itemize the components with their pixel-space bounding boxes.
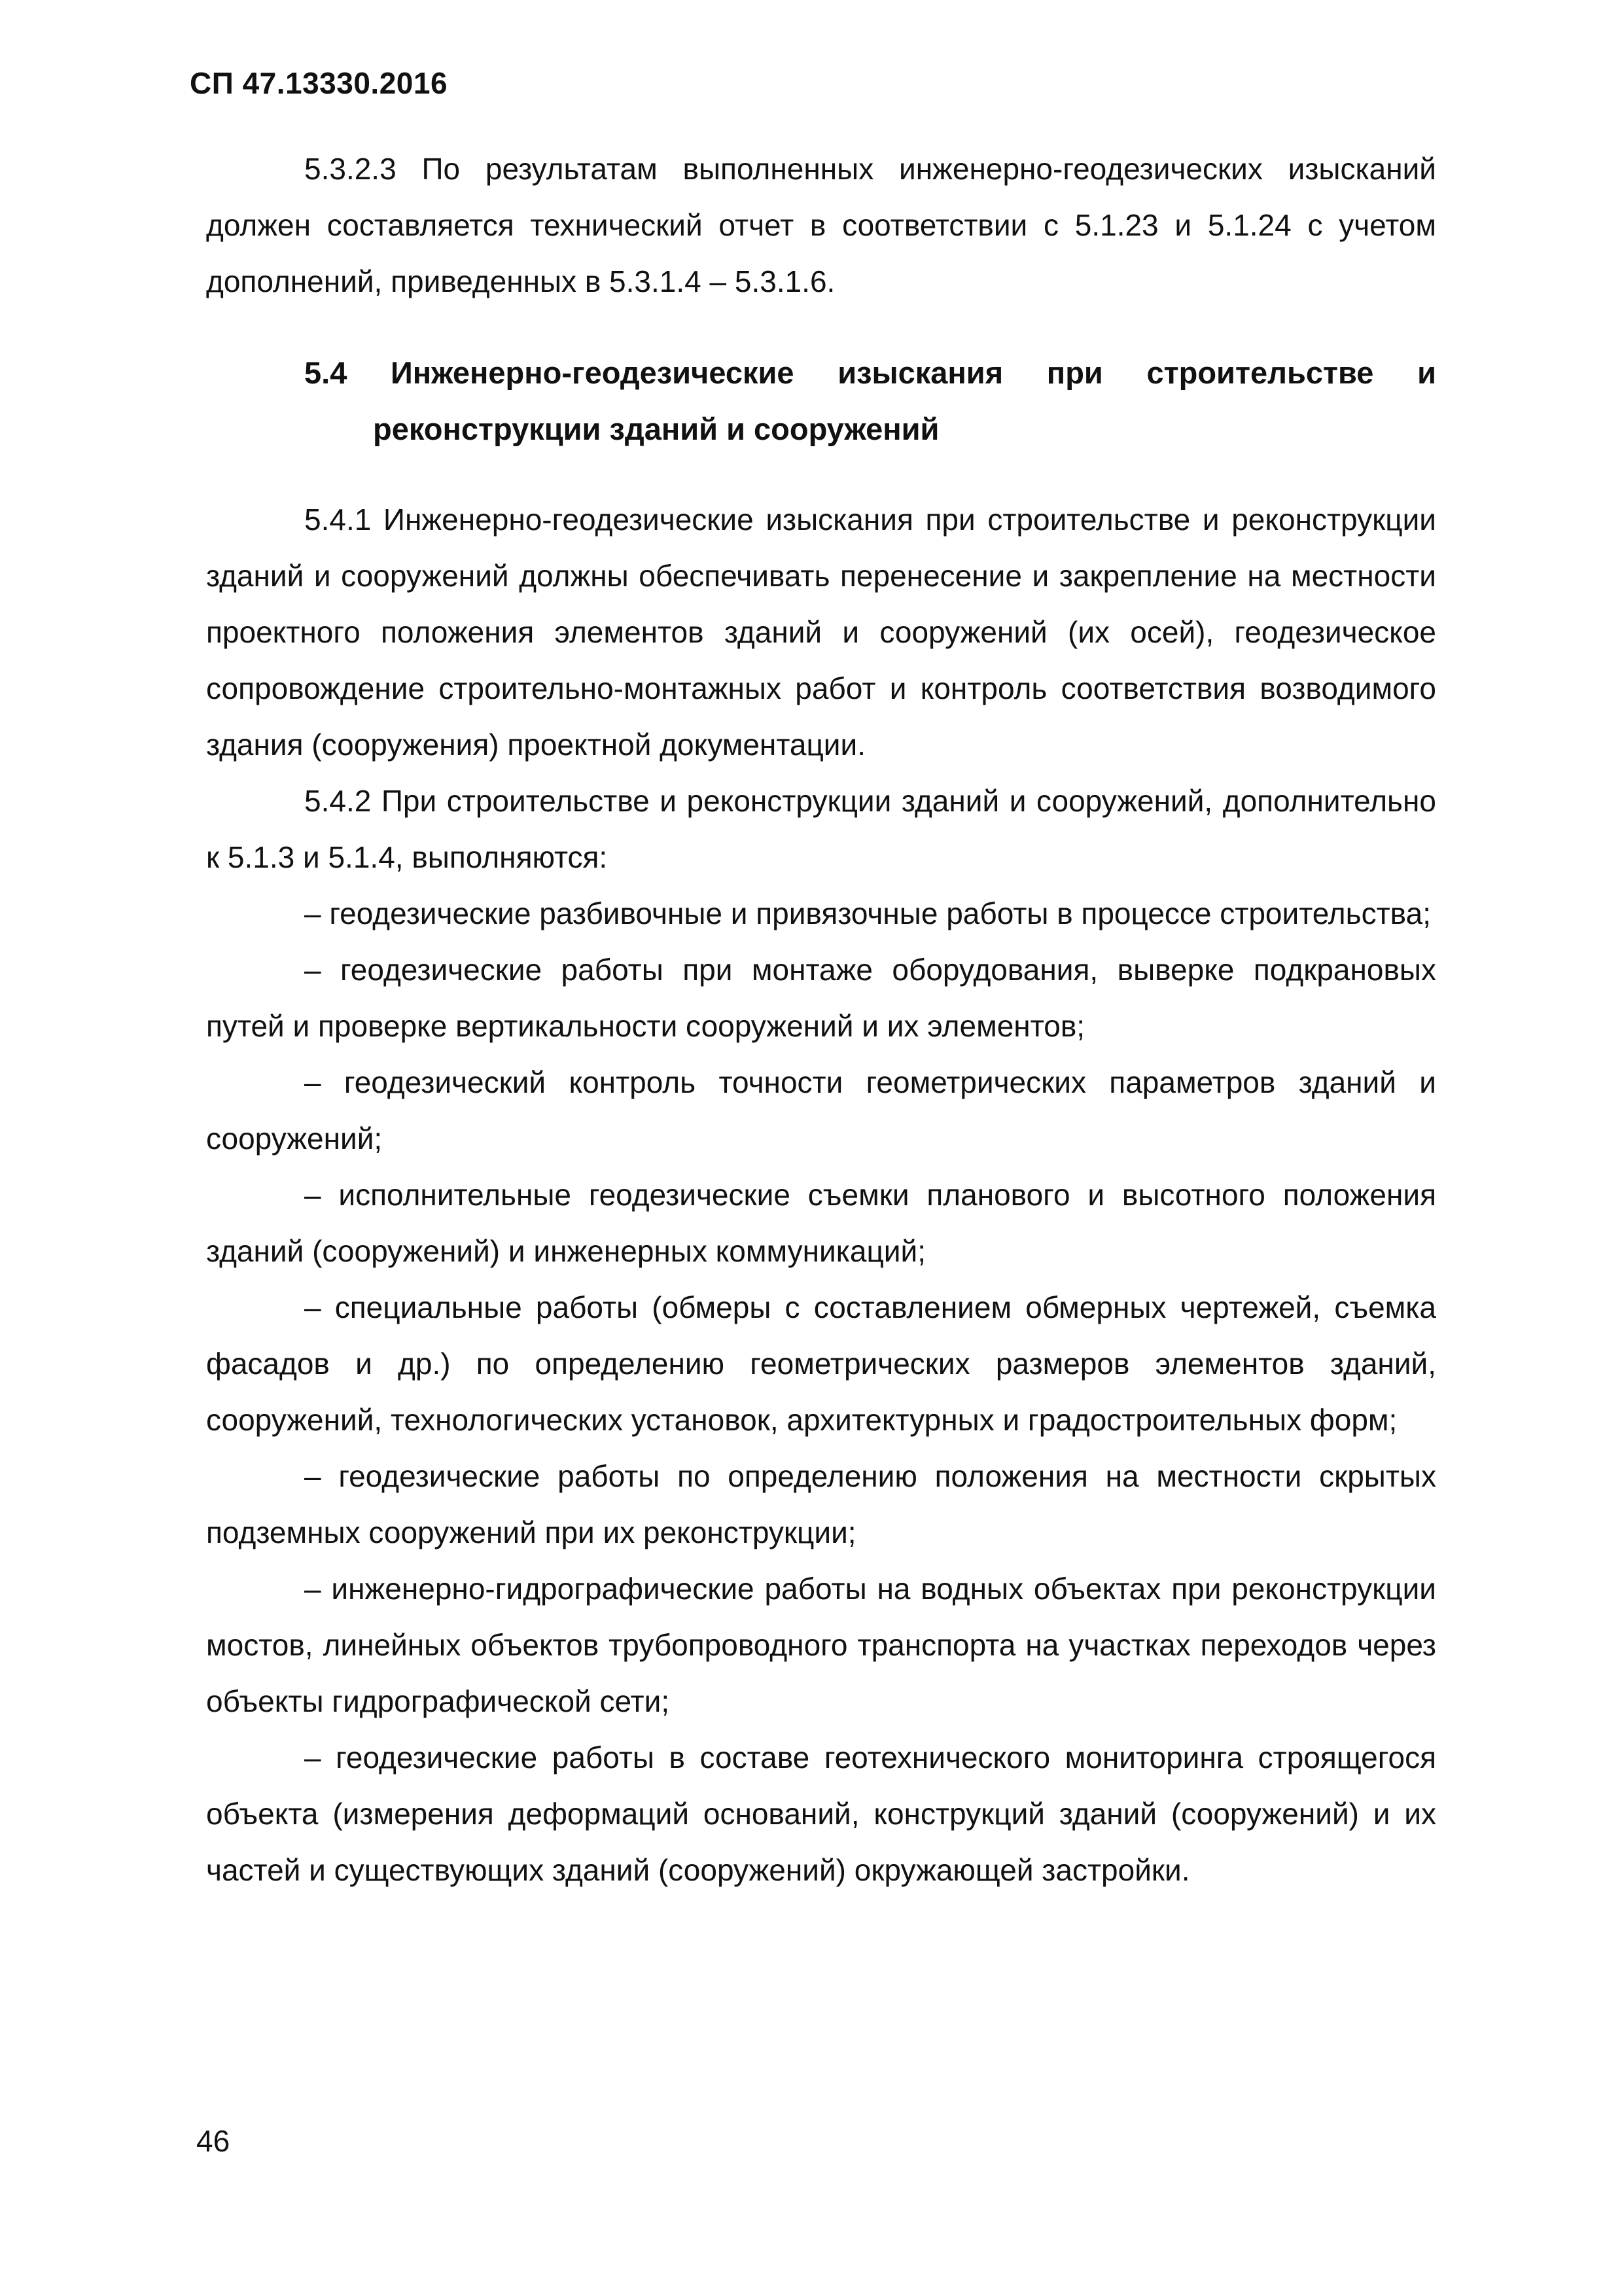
paragraph-5-4-2: 5.4.2 При строительстве и реконструкции зданий и сооружений, дополнительно к 5.1.3 и 5.1.4, выполняются: bbox=[206, 784, 1436, 874]
page-number: 46 bbox=[196, 2124, 230, 2158]
list-item: – геодезические работы по определению положения на местности скрытых подземных сооружений при их реконструкции; bbox=[206, 1459, 1436, 1549]
list-item: – геодезические работы при монтаже оборудования, выверке подкрановых путей и проверке вертикальности сооружений и их элементов; bbox=[206, 953, 1436, 1043]
list-item: – специальные работы (обмеры с составлением обмерных чертежей, съемка фасадов и др.) по определению геометрических размеров элементов зданий, сооружений, технологических установок, архитектурных и градостроительных форм; bbox=[206, 1290, 1436, 1437]
document-code: СП 47.13330.2016 bbox=[190, 66, 448, 100]
section-heading-line-1: 5.4 Инженерно-геодезические изыскания при строительстве и bbox=[304, 355, 1436, 390]
list-item: – геодезические разбивочные и привязочные работы в процессе строительства; bbox=[304, 896, 1431, 930]
list-item: – исполнительные геодезические съемки планового и высотного положения зданий (сооружений) и инженерных коммуникаций; bbox=[206, 1178, 1436, 1268]
list-item: – геодезический контроль точности геометрических параметров зданий и сооружений; bbox=[206, 1065, 1436, 1156]
paragraph-5-3-2-3: 5.3.2.3 По результатам выполненных инженерно-геодезических изысканий должен составляется технический отчет в соответствии с 5.1.23 и 5.1.24 с учетом дополнений, приведенных в 5.3.1.4 – 5.3.1.6. bbox=[206, 152, 1436, 298]
document-body bbox=[206, 141, 1436, 1898]
list-item: – геодезические работы в составе геотехнического мониторинга строящегося объекта (измерения деформаций оснований, конструкций зданий (сооружений) и их частей и существующих зданий (сооружений) окружающей застройки. bbox=[206, 1740, 1436, 1887]
section-heading-line-2: реконструкции зданий и сооружений bbox=[373, 412, 940, 446]
section-heading-5-4 bbox=[206, 345, 1436, 457]
paragraph-5-4-1: 5.4.1 Инженерно-геодезические изыскания при строительстве и реконструкции зданий и сооружений должны обеспечивать перенесение и закрепление на местности проектного положения элементов зданий и сооружений (их осей), геодезическое сопровождение строительно-монтажных работ и контроль соответствия возводимого здания (сооружения) проектной документации. bbox=[206, 503, 1436, 762]
list-item: – инженерно-гидрографические работы на водных объектах при реконструкции мостов, линейных объектов трубопроводного транспорта на участках переходов через объекты гидрографической сети; bbox=[206, 1572, 1436, 1718]
